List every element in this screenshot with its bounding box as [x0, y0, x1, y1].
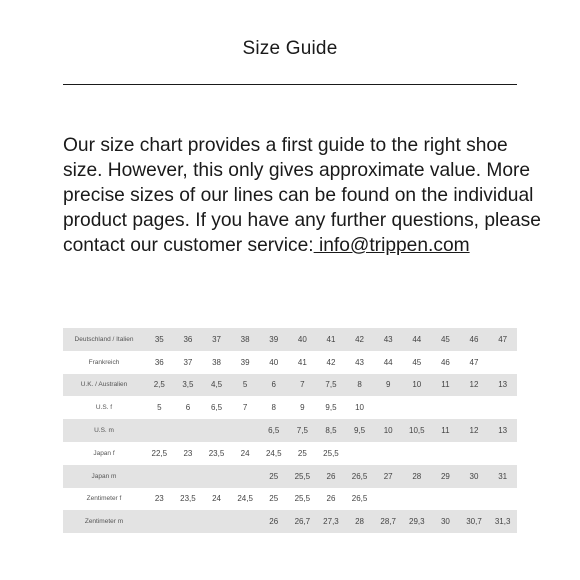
size-cell: 27,3 — [317, 510, 346, 533]
size-cell: 43 — [374, 328, 403, 351]
size-cell: 25 — [259, 465, 288, 488]
page-title: Size Guide — [242, 38, 338, 59]
size-cell: 42 — [345, 328, 374, 351]
size-cell: 26 — [317, 465, 346, 488]
size-cell: 37 — [202, 328, 231, 351]
row-label: Frankreich — [63, 351, 145, 374]
size-cell: 10 — [374, 419, 403, 442]
contact-text: contact our customer service: — [63, 235, 314, 256]
size-cell: 24,5 — [259, 442, 288, 465]
size-cell — [145, 419, 174, 442]
table-row — [63, 328, 517, 351]
size-cell — [231, 419, 260, 442]
size-cell: 30 — [460, 465, 489, 488]
size-cell: 25 — [288, 442, 317, 465]
size-cell: 9,5 — [317, 396, 346, 419]
size-cell: 7,5 — [317, 374, 346, 397]
size-cell — [402, 442, 431, 465]
size-cell: 31,3 — [488, 510, 517, 533]
size-cell — [374, 396, 403, 419]
size-cell — [145, 465, 174, 488]
size-cell: 4,5 — [202, 374, 231, 397]
size-cell — [488, 396, 517, 419]
size-cell: 43 — [345, 351, 374, 374]
size-cell: 13 — [488, 374, 517, 397]
size-cell: 11 — [431, 419, 460, 442]
size-cell: 12 — [460, 419, 489, 442]
size-cell: 28 — [402, 465, 431, 488]
size-cell: 38 — [202, 351, 231, 374]
size-cell: 47 — [488, 328, 517, 351]
size-cell: 26 — [259, 510, 288, 533]
size-cell: 7,5 — [288, 419, 317, 442]
size-cell: 40 — [259, 351, 288, 374]
size-cell: 35 — [145, 328, 174, 351]
size-cell: 6 — [174, 396, 203, 419]
size-cell: 22,5 — [145, 442, 174, 465]
size-cell: 26,5 — [345, 488, 374, 511]
size-cell: 39 — [259, 328, 288, 351]
size-cell: 23,5 — [174, 488, 203, 511]
size-cell: 24,5 — [231, 488, 260, 511]
size-cell: 47 — [460, 351, 489, 374]
table-row — [63, 374, 517, 397]
size-cell: 29,3 — [402, 510, 431, 533]
size-cell: 7 — [231, 396, 260, 419]
size-cell — [345, 442, 374, 465]
size-cell: 36 — [174, 328, 203, 351]
size-cell: 6 — [259, 374, 288, 397]
row-label: Japan m — [63, 465, 145, 488]
size-cell: 6,5 — [202, 396, 231, 419]
size-cell: 30,7 — [460, 510, 489, 533]
size-cell: 9 — [288, 396, 317, 419]
size-cell: 9 — [374, 374, 403, 397]
size-chart-body — [63, 328, 517, 533]
size-cell: 23,5 — [202, 442, 231, 465]
size-cell: 5 — [145, 396, 174, 419]
row-label: U.K. / Australien — [63, 374, 145, 397]
size-cell — [202, 510, 231, 533]
title-divider — [63, 84, 517, 85]
size-cell — [202, 419, 231, 442]
size-cell: 10,5 — [402, 419, 431, 442]
size-cell — [202, 465, 231, 488]
size-cell: 9,5 — [345, 419, 374, 442]
table-row — [63, 396, 517, 419]
size-cell — [174, 419, 203, 442]
size-cell — [402, 396, 431, 419]
intro-line: size. However, this only gives approximate value. More — [63, 160, 531, 181]
size-cell: 44 — [374, 351, 403, 374]
size-cell: 45 — [431, 328, 460, 351]
size-cell: 44 — [402, 328, 431, 351]
size-cell: 13 — [488, 419, 517, 442]
size-cell: 24 — [231, 442, 260, 465]
size-cell — [431, 396, 460, 419]
size-cell: 25,5 — [317, 442, 346, 465]
size-cell: 29 — [431, 465, 460, 488]
size-cell: 26,5 — [345, 465, 374, 488]
size-cell: 46 — [431, 351, 460, 374]
intro-line: product pages. If you have any further questions, please — [63, 210, 541, 231]
size-cell: 24 — [202, 488, 231, 511]
row-label: Zentimeter m — [63, 510, 145, 533]
size-cell: 40 — [288, 328, 317, 351]
row-label: Deutschland / Italien — [63, 328, 145, 351]
size-cell — [374, 442, 403, 465]
size-cell: 26 — [317, 488, 346, 511]
size-cell: 25,5 — [288, 488, 317, 511]
size-cell: 30 — [431, 510, 460, 533]
size-cell: 8 — [345, 374, 374, 397]
size-cell — [460, 442, 489, 465]
email-link[interactable]: info@trippen.com — [313, 235, 470, 256]
size-cell — [488, 488, 517, 511]
size-cell: 6,5 — [259, 419, 288, 442]
size-cell: 38 — [231, 328, 260, 351]
size-cell: 46 — [460, 328, 489, 351]
size-cell — [460, 488, 489, 511]
table-row — [63, 488, 517, 511]
table-row — [63, 419, 517, 442]
size-cell: 2,5 — [145, 374, 174, 397]
table-row — [63, 442, 517, 465]
size-cell — [488, 351, 517, 374]
size-cell — [488, 442, 517, 465]
size-cell: 10 — [345, 396, 374, 419]
size-cell — [231, 465, 260, 488]
size-cell — [174, 510, 203, 533]
size-cell — [431, 442, 460, 465]
size-cell — [460, 396, 489, 419]
size-cell — [431, 488, 460, 511]
table-row — [63, 465, 517, 488]
size-cell: 8 — [259, 396, 288, 419]
table-row — [63, 510, 517, 533]
row-label: U.S. f — [63, 396, 145, 419]
size-cell: 10 — [402, 374, 431, 397]
size-cell: 41 — [317, 328, 346, 351]
size-cell: 25,5 — [288, 465, 317, 488]
size-cell: 11 — [431, 374, 460, 397]
table-row — [63, 351, 517, 374]
size-cell: 39 — [231, 351, 260, 374]
size-cell — [231, 510, 260, 533]
intro-line: Our size chart provides a first guide to the right shoe — [63, 135, 508, 156]
size-cell — [174, 465, 203, 488]
row-label: Zentimeter f — [63, 488, 145, 511]
size-cell: 41 — [288, 351, 317, 374]
size-cell — [145, 510, 174, 533]
size-cell: 36 — [145, 351, 174, 374]
size-cell: 42 — [317, 351, 346, 374]
size-cell: 27 — [374, 465, 403, 488]
size-cell: 8,5 — [317, 419, 346, 442]
size-cell: 23 — [174, 442, 203, 465]
size-cell: 25 — [259, 488, 288, 511]
size-cell: 28 — [345, 510, 374, 533]
size-cell — [402, 488, 431, 511]
size-cell: 45 — [402, 351, 431, 374]
intro-line: precise sizes of our lines can be found on the individual — [63, 185, 534, 206]
size-cell: 23 — [145, 488, 174, 511]
size-chart-table — [63, 328, 517, 533]
row-label: Japan f — [63, 442, 145, 465]
row-label: U.S. m — [63, 419, 145, 442]
intro-paragraph — [63, 133, 541, 258]
size-cell: 26,7 — [288, 510, 317, 533]
size-cell: 5 — [231, 374, 260, 397]
size-cell: 12 — [460, 374, 489, 397]
size-cell: 3,5 — [174, 374, 203, 397]
intro-line-contact — [63, 233, 533, 258]
size-cell: 7 — [288, 374, 317, 397]
size-cell: 28,7 — [374, 510, 403, 533]
size-cell: 37 — [174, 351, 203, 374]
size-cell: 31 — [488, 465, 517, 488]
size-cell — [374, 488, 403, 511]
